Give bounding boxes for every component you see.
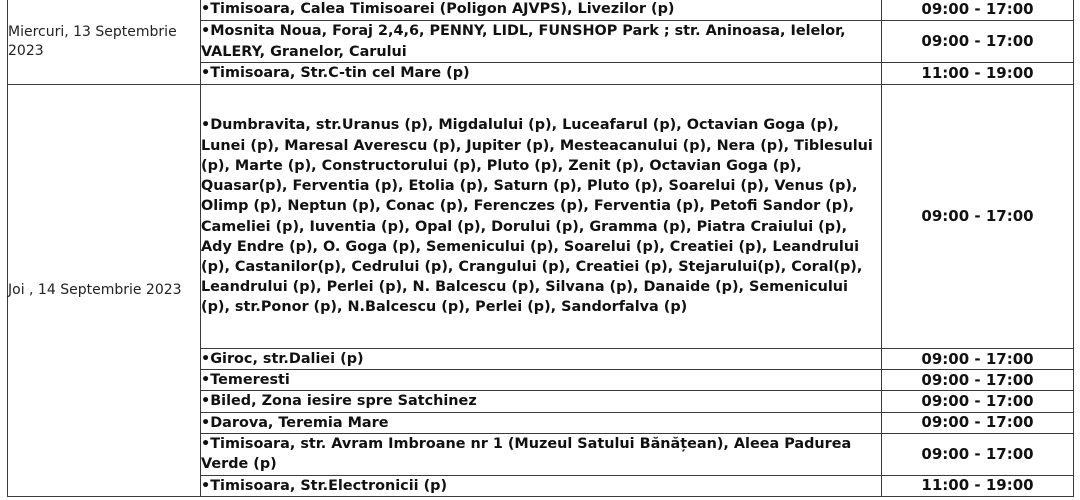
- time-cell: 11:00 - 19:00: [882, 475, 1074, 496]
- time-cell: 09:00 - 17:00: [882, 433, 1074, 475]
- location-cell: •Giroc, str.Daliei (p): [201, 349, 882, 370]
- table-row: [8, 85, 1074, 349]
- table-row: [8, 0, 1074, 21]
- day-label: Miercuri, 13 Septembrie 2023: [8, 23, 177, 59]
- location-cell: •Timisoara, Str.C-tin cel Mare (p): [201, 63, 882, 85]
- location-cell: •Timisoara, Calea Timisoarei (Poligon AJVPS), Livezilor (p): [201, 0, 882, 21]
- time-cell: 09:00 - 17:00: [882, 349, 1074, 370]
- time-cell: 09:00 - 17:00: [882, 391, 1074, 412]
- time-cell: 09:00 - 17:00: [882, 0, 1074, 21]
- location-cell: •Dumbravita, str.Uranus (p), Migdalului (p), Luceafarul (p), Octavian Goga (p), Lunei (p), Maresal Averescu (p), Jupiter (p), Mesteacanului (p), Nera (p), Tiblesului (p), Marte (p), Constructorului (p), Pluto (p), Zenit (p), Octavian Goga (p), Quasar(p), Ferventia (p), Etolia (p), Saturn (p), Pluto (p), Soarelui (p), Venus (p), Olimp (p), Neptun (p), Conac (p), Ferenczes (p), Ferventia (p), Petofi Sandor (p), Cameliei (p), Iuventia (p), Opal (p), Dorului (p), Gramma (p), Piatra Craiului (p), Ady Endre (p), O. Goga (p), Semenicului (p), Soarelui (p), Creatiei (p), Leandrului (p), Castanilor(p), Cedrului (p), Crangului (p), Creatiei (p), Stejarului(p), Coral(p), Leandrului (p), Perlei (p), N. Balcescu (p), Silvana (p), Danaide (p), Semenicului (p), str.Ponor (p), N.Balcescu (p), Perlei (p), Sandorfalva (p): [201, 85, 882, 349]
- time-cell: 09:00 - 17:00: [882, 412, 1074, 433]
- location-cell: •Timisoara, str. Avram Imbroane nr 1 (Muzeul Satului Bănățean), Aleea Padurea Verde (p): [201, 433, 882, 475]
- time-cell: 09:00 - 17:00: [882, 21, 1074, 63]
- day-label: Joi , 14 Septembrie 2023: [8, 282, 182, 298]
- time-cell: 09:00 - 17:00: [882, 85, 1074, 349]
- location-cell: •Mosnita Noua, Foraj 2,4,6, PENNY, LIDL, FUNSHOP Park ; str. Aninoasa, Ielelor, VALERY, Granelor, Carului: [201, 21, 882, 63]
- location-cell: •Timisoara, Str.Electronicii (p): [201, 475, 882, 496]
- day-cell: [8, 0, 201, 85]
- location-cell: •Temeresti: [201, 370, 882, 391]
- day-cell: [8, 85, 201, 497]
- time-cell: 09:00 - 17:00: [882, 370, 1074, 391]
- location-cell: •Biled, Zona iesire spre Satchinez: [201, 391, 882, 412]
- time-cell: 11:00 - 19:00: [882, 63, 1074, 85]
- schedule-table: [7, 0, 1074, 497]
- location-cell: •Darova, Teremia Mare: [201, 412, 882, 433]
